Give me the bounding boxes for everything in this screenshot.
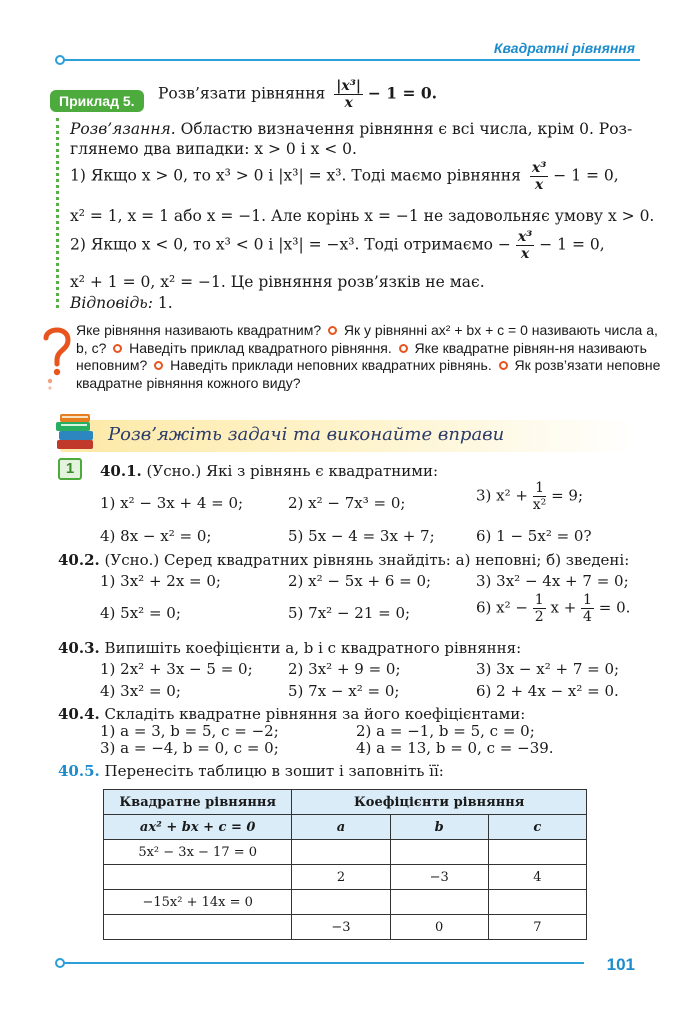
exercise-40-2-item-6: [476, 592, 630, 625]
table-header-equation: Квадратне рівняння: [104, 790, 292, 815]
exercise-40-4-heading: [58, 705, 525, 723]
fraction-denominator: 2: [534, 609, 544, 626]
exercise-40-1-heading: [100, 462, 438, 480]
answer-line: [70, 294, 173, 312]
question-2: Як у рівнянні ax² + bx + c = 0 називають числа a, b, c?: [76, 322, 658, 356]
example-equation-fraction: [334, 78, 363, 111]
solution-line-1: [70, 120, 636, 138]
table-row: [104, 865, 587, 890]
table-cell: [390, 840, 488, 865]
table-subheader-row: [104, 815, 587, 840]
exercise-text: Перенесіть таблицю в зошит і заповніть її:: [104, 762, 444, 780]
table-cell: [390, 890, 488, 915]
table-cell: 2: [292, 865, 390, 890]
footer-line: [64, 962, 584, 964]
bullet-circle-icon: [328, 326, 337, 335]
table-header-row: [104, 790, 587, 815]
exercise-40-1-item-5: 5) 5x − 4 = 3x + 7;: [288, 527, 435, 545]
fraction-numerator: |x³|: [336, 78, 361, 94]
table-cell: [488, 890, 586, 915]
coefficients-table: [103, 789, 587, 940]
exercise-40-2-item-2: 2) x² − 5x + 6 = 0;: [288, 572, 432, 590]
fraction-denominator: x: [344, 95, 353, 112]
exercise-number: 40.2.: [58, 551, 100, 569]
exercise-40-3-heading: [58, 639, 521, 657]
exercise-40-3-item-3: 3) 3x − x² + 7 = 0;: [476, 660, 620, 678]
exercise-40-2-item-5: 5) 7x² − 21 = 0;: [288, 604, 411, 622]
exercise-40-1-item-4: 4) 8x − x² = 0;: [100, 527, 212, 545]
table-cell: [488, 840, 586, 865]
fraction-numerator: x³: [517, 229, 533, 245]
item-middle: x +: [550, 598, 577, 617]
exercise-text: Випишіть коефіцієнти a, b і c квадратного рівняння:: [104, 639, 522, 657]
exercise-40-1-item-6: 6) 1 − 5x² = 0?: [476, 527, 592, 545]
item-tail: = 0.: [598, 598, 631, 617]
exercise-40-4-item-2: 2) a = −1, b = 5, c = 0;: [356, 722, 535, 740]
section-title: Розв’яжіть задачі та виконайте вправи: [108, 424, 505, 445]
question-3: Наведіть приклад квадратного рівняння.: [129, 339, 392, 356]
exercise-number: 40.5.: [58, 762, 100, 780]
table-subheader-cell: c: [488, 815, 586, 840]
exercise-40-2-item-4: 4) 5x² = 0;: [100, 604, 181, 622]
question-mark-icon: [40, 324, 74, 390]
exercise-text: (Усно.) Які з рівнянь є квадратними:: [146, 462, 439, 480]
exercise-40-3-item-1: 1) 2x² + 3x − 5 = 0;: [100, 660, 253, 678]
exercise-40-1-item-2: 2) x² − 7x³ = 0;: [288, 494, 406, 512]
exercise-40-5-heading: [58, 762, 444, 780]
table-row: [104, 915, 587, 940]
table-cell: −3: [292, 915, 390, 940]
books-icon: [54, 410, 98, 454]
item-fraction: [533, 480, 547, 513]
solution-line-2: глянемо два випадки: x > 0 і x < 0.: [70, 140, 357, 158]
table-cell: [104, 865, 292, 890]
exercise-40-4-item-4: 4) a = 13, b = 0, c = −39.: [356, 739, 554, 757]
exercise-40-4-item-3: 3) a = −4, b = 0, c = 0;: [100, 739, 279, 757]
case-1-text: 1) Якщо x > 0, то x³ > 0 і |x³| = x³. Тоді маємо рівняння: [70, 166, 521, 185]
table-subheader-cell: b: [390, 815, 488, 840]
fraction-denominator: x²: [532, 497, 547, 514]
table-subheader-cell: ax² + bx + c = 0: [104, 815, 292, 840]
solution-intro: Областю визначення рівняння є всі числа, крім 0. Роз-: [180, 120, 633, 138]
case-1-line: [70, 160, 636, 193]
item-tail: = 9;: [551, 486, 583, 505]
case-2-line: [70, 229, 636, 262]
exercise-number: 40.3.: [58, 639, 100, 657]
bullet-circle-icon: [154, 361, 163, 370]
case-2-result: x² + 1 = 0, x² = −1. Це рівняння розв’язків не має.: [70, 273, 485, 291]
exercise-40-2-heading: [58, 551, 629, 569]
table-cell: 0: [390, 915, 488, 940]
difficulty-level-badge: 1: [58, 458, 82, 480]
answer-label: Відповідь:: [70, 294, 153, 312]
example-task: [158, 78, 437, 111]
item-text: 6) x² −: [476, 598, 528, 617]
table-cell: [292, 840, 390, 865]
fraction-numerator: x³: [531, 160, 547, 176]
table-cell: [292, 890, 390, 915]
example-badge: Приклад 5.: [50, 90, 144, 112]
fraction-denominator: x: [520, 246, 530, 263]
item-fraction: [581, 592, 594, 625]
bullet-circle-icon: [113, 344, 122, 353]
table-cell: [104, 915, 292, 940]
item-text: 3) x² +: [476, 486, 528, 505]
exercise-40-1-item-3: [476, 480, 583, 513]
exercise-40-3-item-5: 5) 7x − x² = 0;: [288, 682, 400, 700]
exercise-text: (Усно.) Серед квадратних рівнянь знайдіть: а) неповні; б) зведені:: [104, 551, 630, 569]
exercise-40-4-item-1: 1) a = 3, b = 5, c = −2;: [100, 722, 279, 740]
solution-label: Розв’язання.: [70, 120, 176, 138]
question-6: Як розв’язати неповне квадратне рівняння кожного виду?: [76, 357, 661, 391]
solution-dotted-rule: [56, 118, 59, 308]
table-row: [104, 840, 587, 865]
exercise-number: 40.1.: [100, 462, 142, 480]
fraction-denominator: x: [534, 177, 544, 194]
case-1-tail: − 1 = 0,: [553, 166, 619, 185]
question-1: Яке рівняння називають квадратним?: [76, 322, 322, 338]
exercise-40-2-item-1: 1) 3x² + 2x = 0;: [100, 572, 221, 590]
exercise-40-2-item-3: 3) 3x² − 4x + 7 = 0;: [476, 572, 629, 590]
table-cell: −15x² + 14x = 0: [104, 890, 292, 915]
answer-value: 1.: [157, 294, 173, 312]
table-cell: 5x² − 3x − 17 = 0: [104, 840, 292, 865]
case-2-tail: − 1 = 0,: [539, 235, 605, 254]
table-subheader-cell: a: [292, 815, 390, 840]
table-header-coefficients: Коефіцієнти рівняння: [292, 790, 587, 815]
item-fraction: [533, 592, 546, 625]
fraction-numerator: 1: [535, 480, 544, 496]
table-cell: −3: [390, 865, 488, 890]
exercise-number: 40.4.: [58, 705, 100, 723]
exercise-text: Складіть квадратне рівняння за його коефіцієнтами:: [104, 705, 526, 723]
exercise-40-1-item-1: 1) x² − 3x + 4 = 0;: [100, 494, 244, 512]
case-2-text: 2) Якщо x < 0, то x³ < 0 і |x³| = −x³. Тоді отримаємо −: [70, 235, 511, 254]
equation-tail: − 1 = 0.: [367, 83, 438, 103]
review-questions: [76, 322, 666, 392]
fraction-numerator: 1: [583, 592, 592, 608]
table-cell: 4: [488, 865, 586, 890]
exercise-40-3-item-6: 6) 2 + 4x − x² = 0.: [476, 682, 619, 700]
fraction-numerator: 1: [534, 592, 544, 608]
bullet-circle-icon: [499, 361, 508, 370]
exercise-40-3-item-4: 4) 3x² = 0;: [100, 682, 181, 700]
exercise-40-3-item-2: 2) 3x² + 9 = 0;: [288, 660, 401, 678]
table-cell: 7: [488, 915, 586, 940]
question-4: Яке квадратне рівнян-ня називають неповним?: [76, 339, 647, 373]
case-1-fraction: [530, 160, 548, 193]
running-head: Квадратні рівняння: [493, 40, 635, 56]
question-5: Наведіть приклади неповних квадратних рівнянь.: [170, 357, 492, 373]
table-row: [104, 890, 587, 915]
fraction-denominator: 4: [583, 609, 592, 626]
case-1-result: x² = 1, x = 1 або x = −1. Але корінь x = −1 не задовольняє умову x > 0.: [70, 207, 655, 225]
bullet-circle-icon: [399, 344, 408, 353]
case-2-fraction: [516, 229, 534, 262]
example-task-text: Розв’язати рівняння: [158, 84, 326, 103]
header-line: [64, 59, 640, 61]
page-number: 101: [606, 955, 635, 974]
